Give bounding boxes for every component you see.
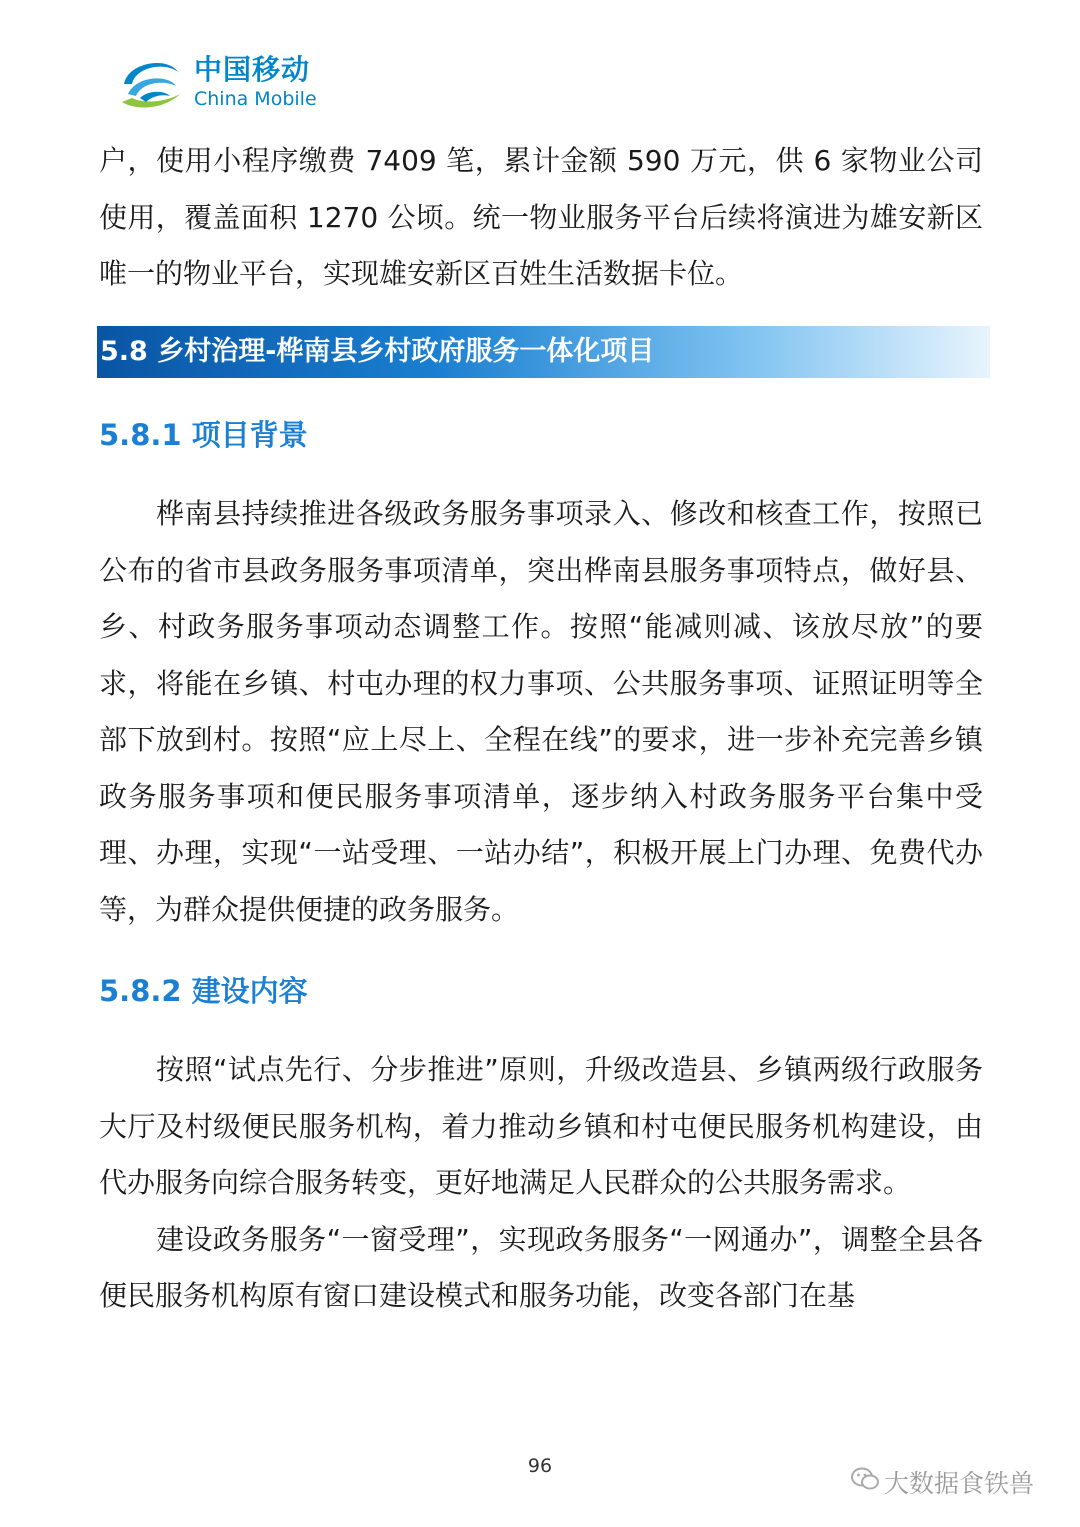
logo-chinese-name: 中国移动 (194, 53, 311, 86)
subsection-heading-background: 5.8.1 项目背景 (99, 418, 308, 452)
section-heading-bar (97, 326, 990, 378)
background-text-block (99, 486, 983, 938)
watermark (850, 1460, 1050, 1500)
logo-english-name: China Mobile (194, 88, 317, 110)
china-mobile-logo (118, 50, 318, 116)
page-number: 96 (527, 1455, 553, 1477)
intro-paragraph: 户，使用小程序缴费 7409 笔，累计金额 590 万元，供 6 家物业公司使用，覆盖面积 1270 公顷。统一物业服务平台后续将演进为雄安新区唯一的物业平台，实现雄安新区百姓生活数据卡位。 (99, 144, 983, 290)
wechat-icon (850, 1466, 880, 1492)
section-heading: 5.8 乡村治理-桦南县乡村政府服务一体化项目 (100, 336, 655, 367)
subsection-heading-construction: 5.8.2 建设内容 (99, 974, 308, 1008)
background-paragraph: 桦南县持续推进各级政务服务事项录入、修改和核查工作，按照已公布的省市县政务服务事项清单，突出桦南县服务事项特点，做好县、乡、村政务服务事项动态调整工作。按照“能减则减、该放尽放”的要求，将能在乡镇、村屯办理的权力事项、公共服务事项、证照证明等全部下放到村。按照“应上尽上、全程在线”的要求，进一步补充完善乡镇政务服务事项和便民服务事项清单，逐步纳入村政务服务平台集中受理、办理，实现“一站受理、一站办结”，积极开展上门办理、免费代办等，为群众提供便捷的政务服务。 (99, 497, 983, 926)
china-mobile-swirl-icon (118, 54, 184, 112)
construction-paragraph-2: 建设政务服务“一窗受理”，实现政务服务“一网通办”，调整全县各便民服务机构原有窗口建设模式和服务功能，改变各部门在基 (99, 1222, 983, 1312)
watermark-text: 大数据食铁兽 (884, 1469, 1035, 1498)
construction-text-block (99, 1042, 983, 1325)
construction-paragraph-1: 按照“试点先行、分步推进”原则，升级改造县、乡镇两级行政服务大厅及村级便民服务机构，着力推动乡镇和村屯便民服务机构建设，由代办服务向综合服务转变，更好地满足人民群众的公共服务需求。 (99, 1053, 983, 1199)
intro-text-block (99, 133, 983, 303)
